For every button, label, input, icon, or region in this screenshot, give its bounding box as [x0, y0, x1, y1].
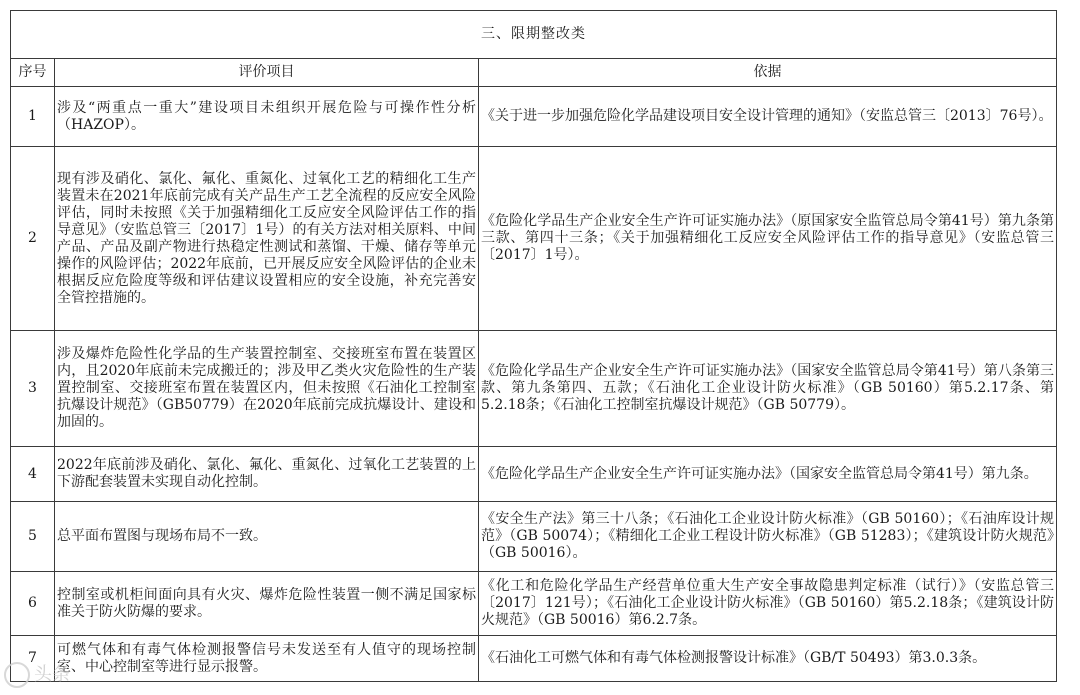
header-basis: 依据 — [479, 59, 1057, 87]
table-row — [11, 502, 1057, 572]
row-item: 2022年底前涉及硝化、氯化、氟化、重氮化、过氧化工艺装置的上下游配套装置未实现自动化控制。 — [55, 447, 479, 502]
row-item: 涉及爆炸危险性化学品的生产装置控制室、交接班室布置在装置区内，且2020年底前未完成搬迁的；涉及甲乙类火灾危险性的生产装置控制室、交接班室布置在装置区内，但未按照《石油化工控制室抗爆设计规范》（GB50779）在2020年底前完成抗爆设计、建设和加固的。 — [55, 331, 479, 447]
row-item: 可燃气体和有毒气体检测报警信号未发送至有人值守的现场控制室、中心控制室等进行显示报警。 — [55, 636, 479, 682]
row-basis: 《危险化学品生产企业安全生产许可证实施办法》（国家安全监管总局令第41号）第九条。 — [479, 447, 1057, 502]
row-index: 5 — [11, 502, 55, 572]
row-index: 2 — [11, 147, 55, 331]
row-basis: 《危险化学品生产企业安全生产许可证实施办法》（国家安全监管总局令第41号）第八条第三款、第九条第四、五款；《石油化工企业设计防火标准》（GB 50160）第5.2.17条、第5.2.18条；《石油化工控制室抗爆设计规范》（GB 50779）。 — [479, 331, 1057, 447]
table-row — [11, 447, 1057, 502]
table-row — [11, 147, 1057, 331]
row-item: 控制室或机柜间面向具有火灾、爆炸危险性装置一侧不满足国家标准关于防火防爆的要求。 — [55, 572, 479, 636]
row-basis: 《关于进一步加强危险化学品建设项目安全设计管理的通知》（安监总管三〔2013〕76号）。 — [479, 87, 1057, 147]
row-index: 3 — [11, 331, 55, 447]
table-title-row — [11, 11, 1057, 59]
row-index: 7 — [11, 636, 55, 682]
row-index: 1 — [11, 87, 55, 147]
row-basis: 《危险化学品生产企业安全生产许可证实施办法》（原国家安全监管总局令第41号）第九条第三款、第四十三条；《关于加强精细化工反应安全风险评估工作的指导意见》（安监总管三〔2017〕1号）。 — [479, 147, 1057, 331]
header-index: 序号 — [11, 59, 55, 87]
row-index: 6 — [11, 572, 55, 636]
table-row — [11, 331, 1057, 447]
row-item: 涉及“两重点一重大”建设项目未组织开展危险与可操作性分析（HAZOP）。 — [55, 87, 479, 147]
table-title: 三、限期整改类 — [11, 11, 1057, 59]
table-row — [11, 572, 1057, 636]
row-item: 现有涉及硝化、氯化、氟化、重氮化、过氧化工艺的精细化工生产装置未在2021年底前完成有关产品生产工艺全流程的反应安全风险评估，同时未按照《关于加强精细化工反应安全风险评估工作的指导意见》（安监总管三〔2017〕1号）的有关方法对相关原料、中间产品、产品及副产物进行热稳定性测试和蒸馏、干燥、储存等单元操作的风险评估；2022年底前，已开展反应安全风险评估的企业未根据反应危险度等级和评估建议设置相应的安全设施，补充完善安全管控措施的。 — [55, 147, 479, 331]
row-basis: 《安全生产法》第三十八条；《石油化工企业设计防火标准》（GB 50160）；《石油库设计规范》（GB 50074）；《精细化工企业工程设计防火标准》（GB 51283）；《建筑设计防火规范》（GB 50016）。 — [479, 502, 1057, 572]
table-row — [11, 87, 1057, 147]
header-item: 评价项目 — [55, 59, 479, 87]
table-header-row — [11, 59, 1057, 87]
row-basis: 《化工和危险化学品生产经营单位重大生产安全事故隐患判定标准（试行）》（安监总管三〔2017〕121号）；《石油化工企业设计防火标准》（GB 50160）第5.2.18条；《建筑设计防火规范》（GB 50016）第6.2.7条。 — [479, 572, 1057, 636]
logo-icon — [4, 662, 30, 688]
table-row — [11, 636, 1057, 682]
row-item: 总平面布置图与现场布局不一致。 — [55, 502, 479, 572]
watermark — [4, 660, 134, 692]
row-index: 4 — [11, 447, 55, 502]
rectification-table — [10, 10, 1057, 682]
watermark-text: 头条 — [34, 664, 70, 685]
row-basis: 《石油化工可燃气体和有毒气体检测报警设计标准》（GB/T 50493）第3.0.3条。 — [479, 636, 1057, 682]
